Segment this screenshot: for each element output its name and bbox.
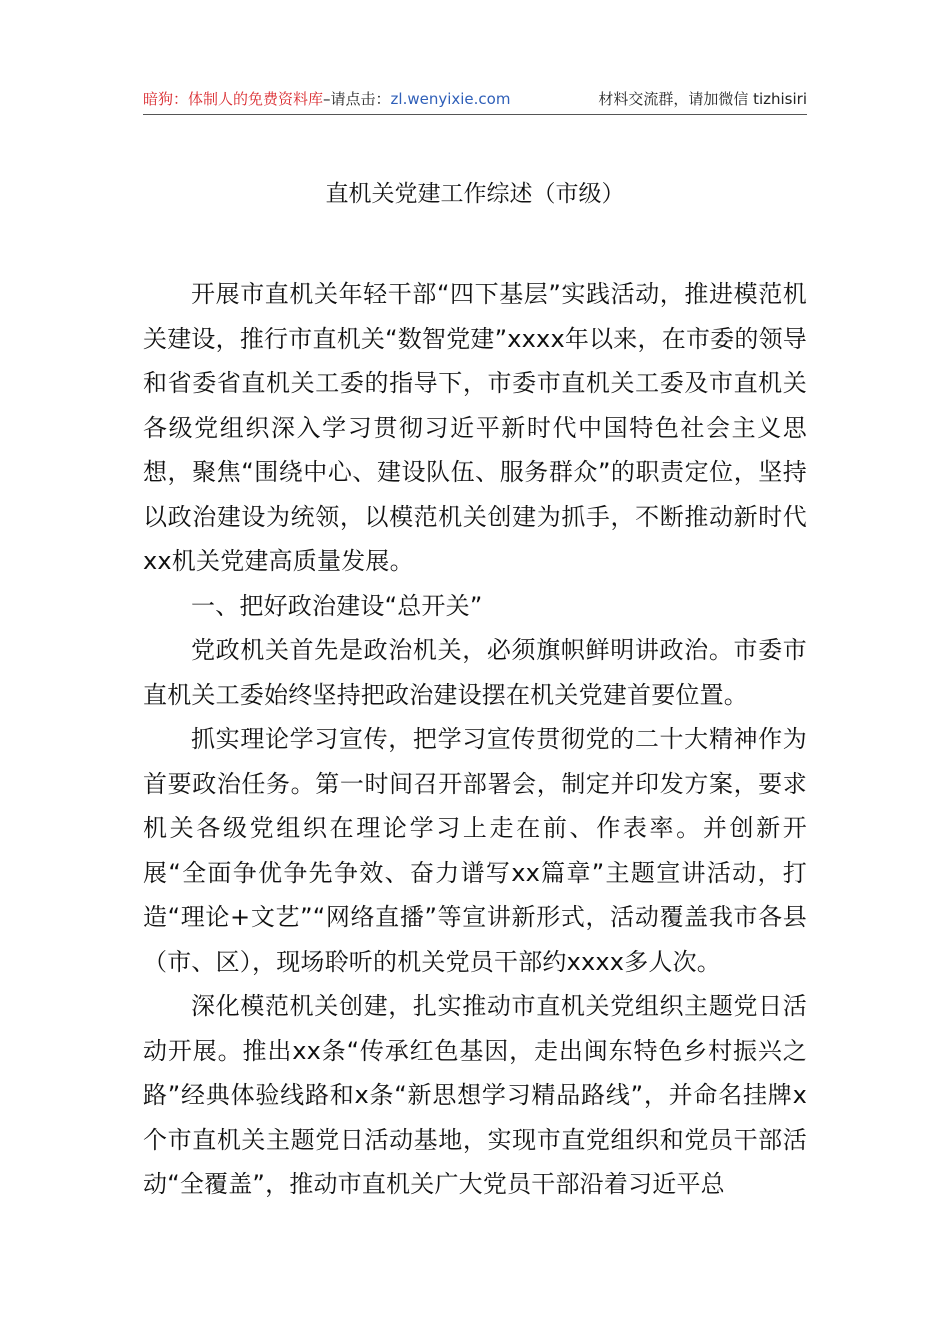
paragraph-intro: 开展市直机关年轻干部“四下基层”实践活动，推进模范机关建设，推行市直机关“数智党建”xxxx年以来，在市委的领导和省委省直机关工委的指导下，市委市直机关工委及市直机关各级党组织深入学习贯彻习近平新时代中国特色社会主义思想，聚焦“围绕中心、建设队伍、服务群众”的职责定位，坚持以政治建设为统领，以模范机关创建为抓手，不断推动新时代xx机关党建高质量发展。	[143, 280, 807, 575]
section-heading-1: 一、把好政治建设“总开关”	[191, 591, 483, 620]
header-click-label: –请点击：	[323, 90, 391, 108]
header-contact: 材料交流群，请加微信 tizhisiri	[598, 90, 807, 108]
document-body	[143, 272, 807, 1207]
paragraph-theory-study: 抓实理论学习宣传，把学习宣传贯彻党的二十大精神作为首要政治任务。第一时间召开部署会，制定并印发方案，要求机关各级党组织在理论学习上走在前、作表率。并创新开展“全面争优争先争效、奋力谱写xx篇章”主题宣讲活动，打造“理论+文艺”“网络直播”等宣讲新形式，活动覆盖我市各县（市、区），现场聆听的机关党员干部约xxxx多人次。	[143, 725, 807, 976]
document-title: 直机关党建工作综述（市级）	[325, 181, 625, 207]
page-header	[143, 86, 807, 112]
header-brand: 暗狗：体制人的免费资料库	[143, 90, 324, 108]
paragraph-political-organ: 党政机关首先是政治机关，必须旗帜鲜明讲政治。市委市直机关工委始终坚持把政治建设摆在机关党建首要位置。	[143, 636, 807, 709]
header-divider	[143, 114, 807, 115]
paragraph-model-organ: 深化模范机关创建，扎实推动市直机关党组织主题党日活动开展。推出xx条“传承红色基因，走出闽东特色乡村振兴之路”经典体验线路和x条“新思想学习精品路线”，并命名挂牌x个市直机关主题党日活动基地，实现市直党组织和党员干部活动“全覆盖”，推动市直机关广大党员干部沿着习近平总	[143, 992, 807, 1198]
header-url-link[interactable]: zl.wenyixie.com	[390, 90, 511, 108]
